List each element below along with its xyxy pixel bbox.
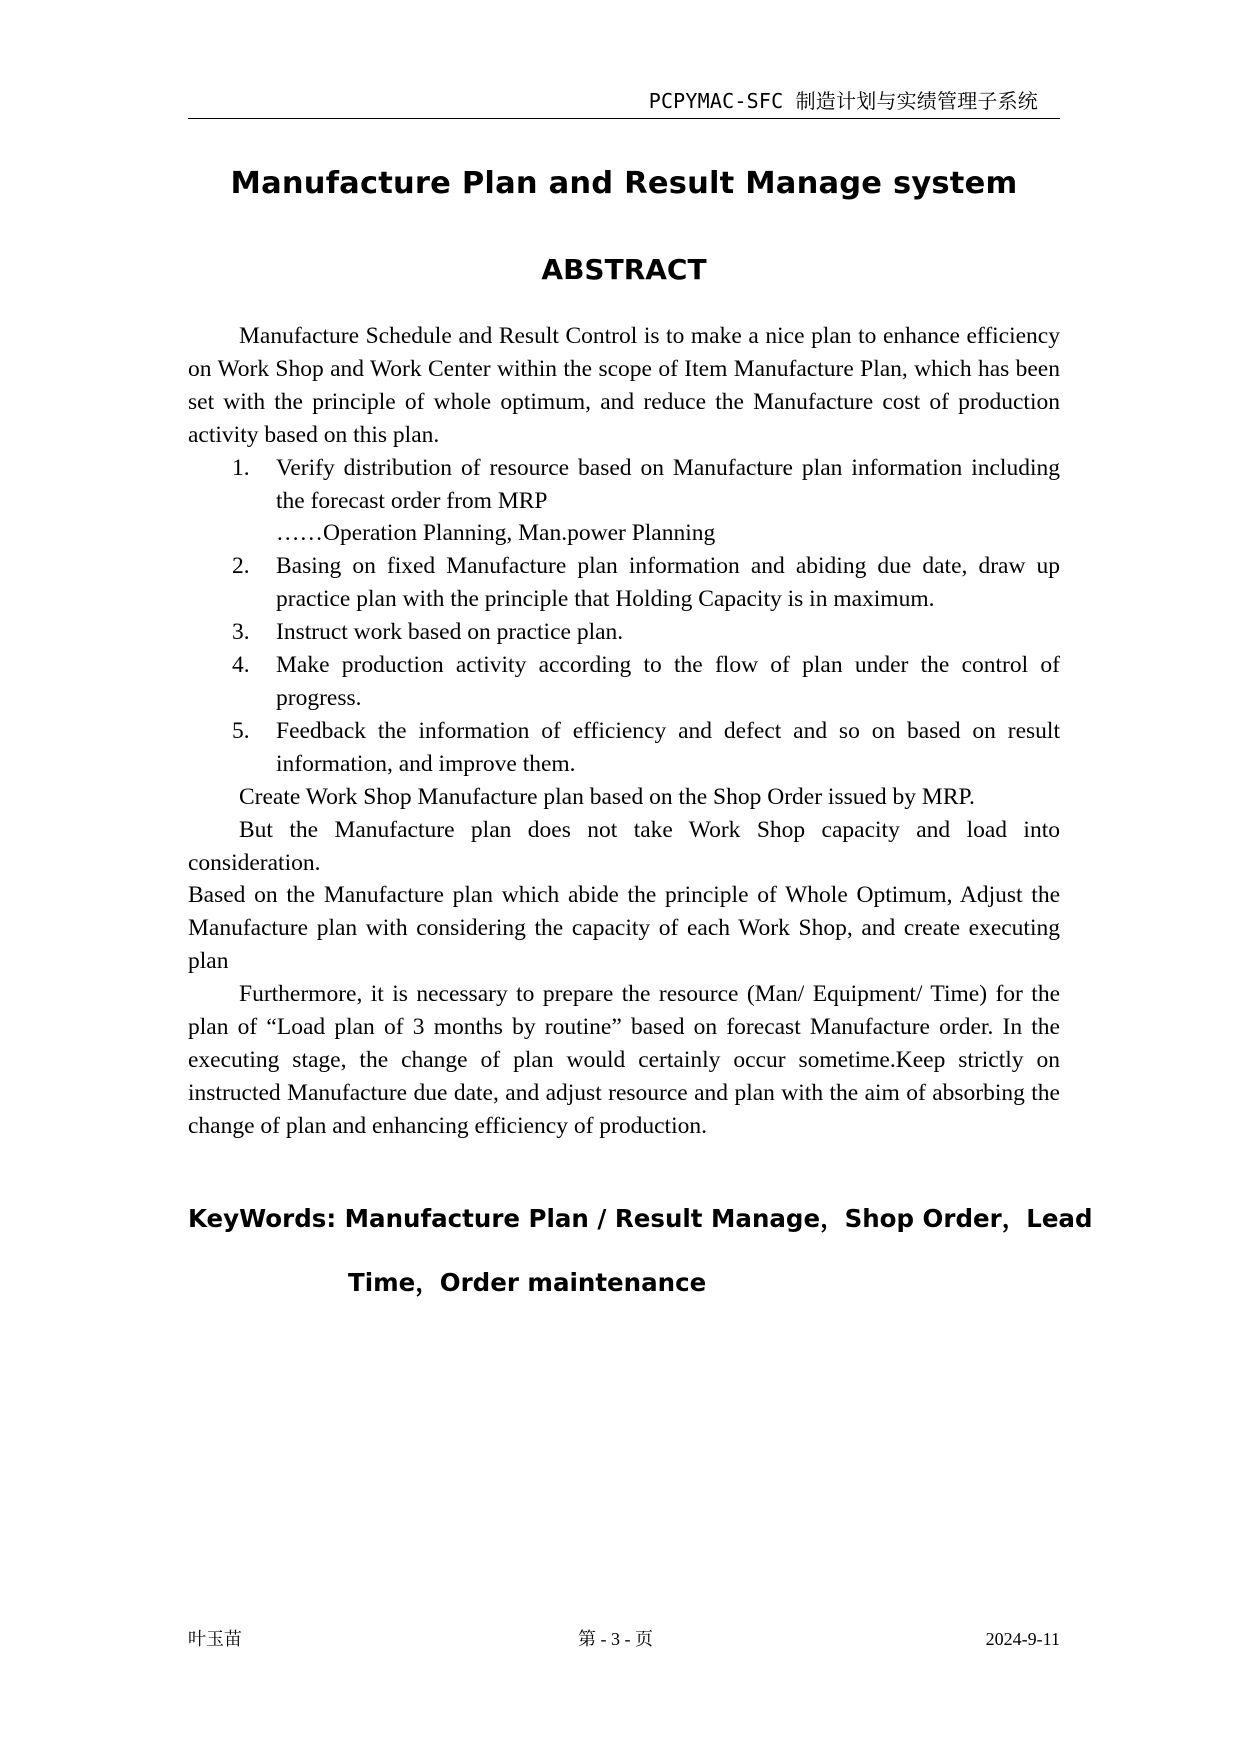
- intro-paragraph: Manufacture Schedule and Result Control is to make a nice plan to enhance efficiency on Work Shop and Work Center within the scope of Item Manufacture Plan, which has been set with the principle of whole optimum, and reduce the Manufacture cost of production activity based on this plan.: [188, 323, 1060, 448]
- list-item: [188, 649, 1060, 715]
- list-item-number: 2.: [232, 553, 250, 580]
- list-item-text: Instruct work based on practice plan.: [276, 619, 624, 646]
- list-item-number: 5.: [232, 717, 250, 744]
- objectives-list: [188, 452, 1060, 781]
- paragraph-resource: Furthermore, it is necessary to prepare the resource (Man/ Equipment/ Time) for the plan of “Load plan of 3 months by routine” based on forecast Manufacture order. In the executing stage, the change of plan would certainly occur sometime.Keep strictly on instructed Manufacture due date, and adjust resource and plan with the aim of absorbing the change of plan and enhancing efficiency of production.: [188, 981, 1060, 1139]
- paragraph-shop-order: Create Work Shop Manufacture plan based on the Shop Order issued by MRP.: [239, 783, 975, 810]
- paragraph-capacity: But the Manufacture plan does not take Work Shop capacity and load into consideration.: [188, 816, 1060, 876]
- list-item-text: Verify distribution of resource based on Manufacture plan information including the forecast order from MRP: [276, 454, 1060, 514]
- list-item: [188, 715, 1060, 781]
- paragraph-whole-optimum: Based on the Manufacture plan which abide the principle of Whole Optimum, Adjust the Manufacture plan with considering the capacity of each Work Shop, and create executing plan: [188, 882, 1060, 975]
- list-item-text: Basing on fixed Manufacture plan information and abiding due date, draw up practice plan with the principle that Holding Capacity is in maximum.: [276, 553, 1060, 613]
- page-header: [188, 84, 1060, 119]
- keywords-line-2: Time，Order maintenance: [348, 1268, 707, 1297]
- page-footer: [188, 1626, 1060, 1652]
- abstract-body: [188, 320, 1060, 1143]
- list-item-text: Make production activity according to the flow of plan under the control of progress.: [276, 652, 1060, 711]
- footer-author: 叶玉苗: [188, 1629, 242, 1649]
- keywords: [188, 1187, 1093, 1315]
- list-item-text: Feedback the information of efficiency and defect and so on based on result information, and improve them.: [276, 717, 1060, 777]
- list-item: [188, 550, 1060, 616]
- abstract-heading: ABSTRACT: [541, 253, 707, 286]
- footer-date: 2024-9-11: [985, 1629, 1060, 1649]
- list-item-number: 3.: [232, 619, 250, 646]
- keywords-line-1: KeyWords: Manufacture Plan / Result Manage，Shop Order，Lead: [188, 1204, 1093, 1233]
- list-item-number: 4.: [232, 652, 250, 679]
- document-title: Manufacture Plan and Result Manage system: [230, 166, 1018, 201]
- list-item: [188, 616, 1060, 649]
- list-item: [188, 452, 1060, 518]
- header-text: PCPYMAC-SFC 制造计划与实绩管理子系统: [648, 89, 1038, 113]
- list-item-number: 1.: [232, 454, 250, 481]
- list-subline: ……Operation Planning, Man.power Planning: [276, 520, 716, 547]
- footer-page-number: 第 - 3 - 页: [578, 1629, 653, 1649]
